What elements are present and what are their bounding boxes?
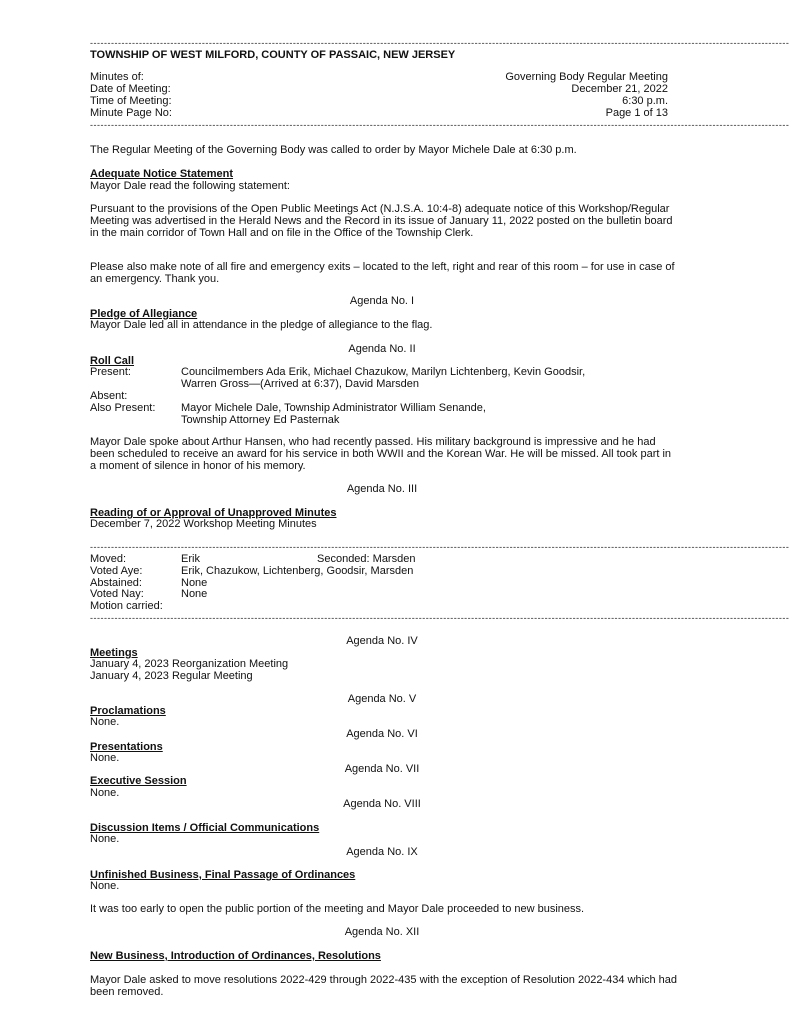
emergency-exits-text: Please also make note of all fire and emergency exits – located to the left, right and rear of this room – for use in case of an emergency. Thank you. <box>90 261 675 285</box>
page-number-label: Minute Page No: <box>90 107 172 119</box>
new-business-text: Mayor Dale asked to move resolutions 2022-429 through 2022-435 with the exception of Resolution 2022-434 which had been removed. <box>90 974 678 998</box>
absent-label: Absent: <box>90 390 128 402</box>
minutes-page <box>90 0 789 1024</box>
unfinished-business-text: None. <box>90 880 120 892</box>
moved-value: Erik <box>181 553 200 565</box>
unfinished-business-heading: Unfinished Business, Final Passage of Ordinances <box>90 869 356 881</box>
motion-separator-top: -------------------------------------------------------------------------------------------------------------------------------------------------------------------------------------------------------- <box>90 542 789 552</box>
page-number-value: Page 1 of 13 <box>605 107 668 119</box>
pledge-text: Mayor Dale led all in attendance in the pledge of allegiance to the flag. <box>90 319 433 331</box>
hansen-remembrance-text: Mayor Dale spoke about Arthur Hansen, who had recently passed. His military background is impressive and he had been scheduled to receive an award for his service in both WWII and the Korean War. He will be missed. All took part in a moment of silence in honor of his memory. <box>90 436 672 472</box>
time-value: 6:30 p.m. <box>622 95 668 107</box>
agenda-number-8: Agenda No. VIII <box>343 798 421 810</box>
agenda-number-3: Agenda No. III <box>346 483 418 495</box>
voted-aye-value: Erik, Chazukow, Lichtenberg, Goodsir, Marsden <box>181 565 414 577</box>
minutes-of-value: Governing Body Regular Meeting <box>505 71 668 83</box>
discussion-heading: Discussion Items / Official Communications <box>90 822 320 834</box>
abstained-value: None <box>181 577 208 589</box>
executive-session-heading: Executive Session <box>90 775 187 787</box>
adequate-notice-heading: Adequate Notice Statement <box>90 168 234 180</box>
also-present-label: Also Present: <box>90 402 156 414</box>
motion-carried-text: Motion carried: <box>90 600 163 612</box>
agenda-number-7: Agenda No. VII <box>344 763 420 775</box>
meetings-heading: Meetings <box>90 647 138 659</box>
call-to-order-text: The Regular Meeting of the Governing Body was called to order by Mayor Michele Dale at 6:30 p.m. <box>90 144 577 156</box>
proclamations-heading: Proclamations <box>90 705 166 717</box>
moved-label: Moved: <box>90 553 127 565</box>
separator-line: -------------------------------------------------------------------------------------------------------------------------------------------------------------------------------------------------------- <box>90 120 789 130</box>
time-label: Time of Meeting: <box>90 95 172 107</box>
agenda-number-4: Agenda No. IV <box>346 635 418 647</box>
reading-minutes-text: December 7, 2022 Workshop Meeting Minutes <box>90 518 317 530</box>
public-portion-text: It was too early to open the public portion of the meeting and Mayor Dale proceeded to new business. <box>90 903 585 915</box>
agenda-number-5: Agenda No. V <box>347 693 417 705</box>
roll-call-heading: Roll Call <box>90 355 135 367</box>
agenda-number-6: Agenda No. VI <box>346 728 418 740</box>
agenda-number-9: Agenda No. IX <box>346 846 418 858</box>
present-line-2: Warren Gross—(Arrived at 6:37), David Marsden <box>181 378 419 390</box>
meetings-line-2: January 4, 2023 Regular Meeting <box>90 670 253 682</box>
date-label: Date of Meeting: <box>90 83 171 95</box>
presentations-heading: Presentations <box>90 741 163 753</box>
agenda-number-12: Agenda No. XII <box>344 926 420 938</box>
voted-nay-value: None <box>181 588 208 600</box>
date-value: December 21, 2022 <box>571 83 668 95</box>
motion-separator-bottom: -------------------------------------------------------------------------------------------------------------------------------------------------------------------------------------------------------- <box>90 613 789 623</box>
voted-aye-label: Voted Aye: <box>90 565 143 577</box>
present-label: Present: <box>90 366 131 378</box>
adequate-notice-statement: Pursuant to the provisions of the Open Public Meetings Act (N.J.S.A. 10:4-8) adequate notice of this Workshop/Regular Meeting was advertised in the Herald News and the Record in its issue of January 11, 2022 posted on the bulletin board in the main corridor of Town Hall and on file in the Office of the Township Clerk. <box>90 203 673 239</box>
meetings-line-1: January 4, 2023 Reorganization Meeting <box>90 658 289 670</box>
present-line-1: Councilmembers Ada Erik, Michael Chazukow, Marilyn Lichtenberg, Kevin Goodsir, <box>181 366 586 378</box>
abstained-label: Abstained: <box>90 577 142 589</box>
new-business-heading: New Business, Introduction of Ordinances, Resolutions <box>90 950 381 962</box>
presentations-text: None. <box>90 752 120 764</box>
document-title: TOWNSHIP OF WEST MILFORD, COUNTY OF PASSAIC, NEW JERSEY <box>90 49 456 61</box>
reading-minutes-heading: Reading of or Approval of Unapproved Minutes <box>90 507 337 519</box>
agenda-number-2: Agenda No. II <box>348 343 416 355</box>
voted-nay-label: Voted Nay: <box>90 588 144 600</box>
pledge-heading: Pledge of Allegiance <box>90 308 198 320</box>
discussion-text: None. <box>90 833 120 845</box>
separator-line: -------------------------------------------------------------------------------------------------------------------------------------------------------------------------------------------------------- <box>90 38 789 48</box>
also-present-line-1: Mayor Michele Dale, Township Administrator William Senande, <box>181 402 486 414</box>
proclamations-text: None. <box>90 716 120 728</box>
agenda-number-1: Agenda No. I <box>349 295 415 307</box>
adequate-notice-intro: Mayor Dale read the following statement: <box>90 180 290 192</box>
executive-session-text: None. <box>90 787 120 799</box>
seconded-text: Seconded: Marsden <box>317 553 416 565</box>
also-present-line-2: Township Attorney Ed Pasternak <box>181 414 340 426</box>
minutes-of-label: Minutes of: <box>90 71 144 83</box>
